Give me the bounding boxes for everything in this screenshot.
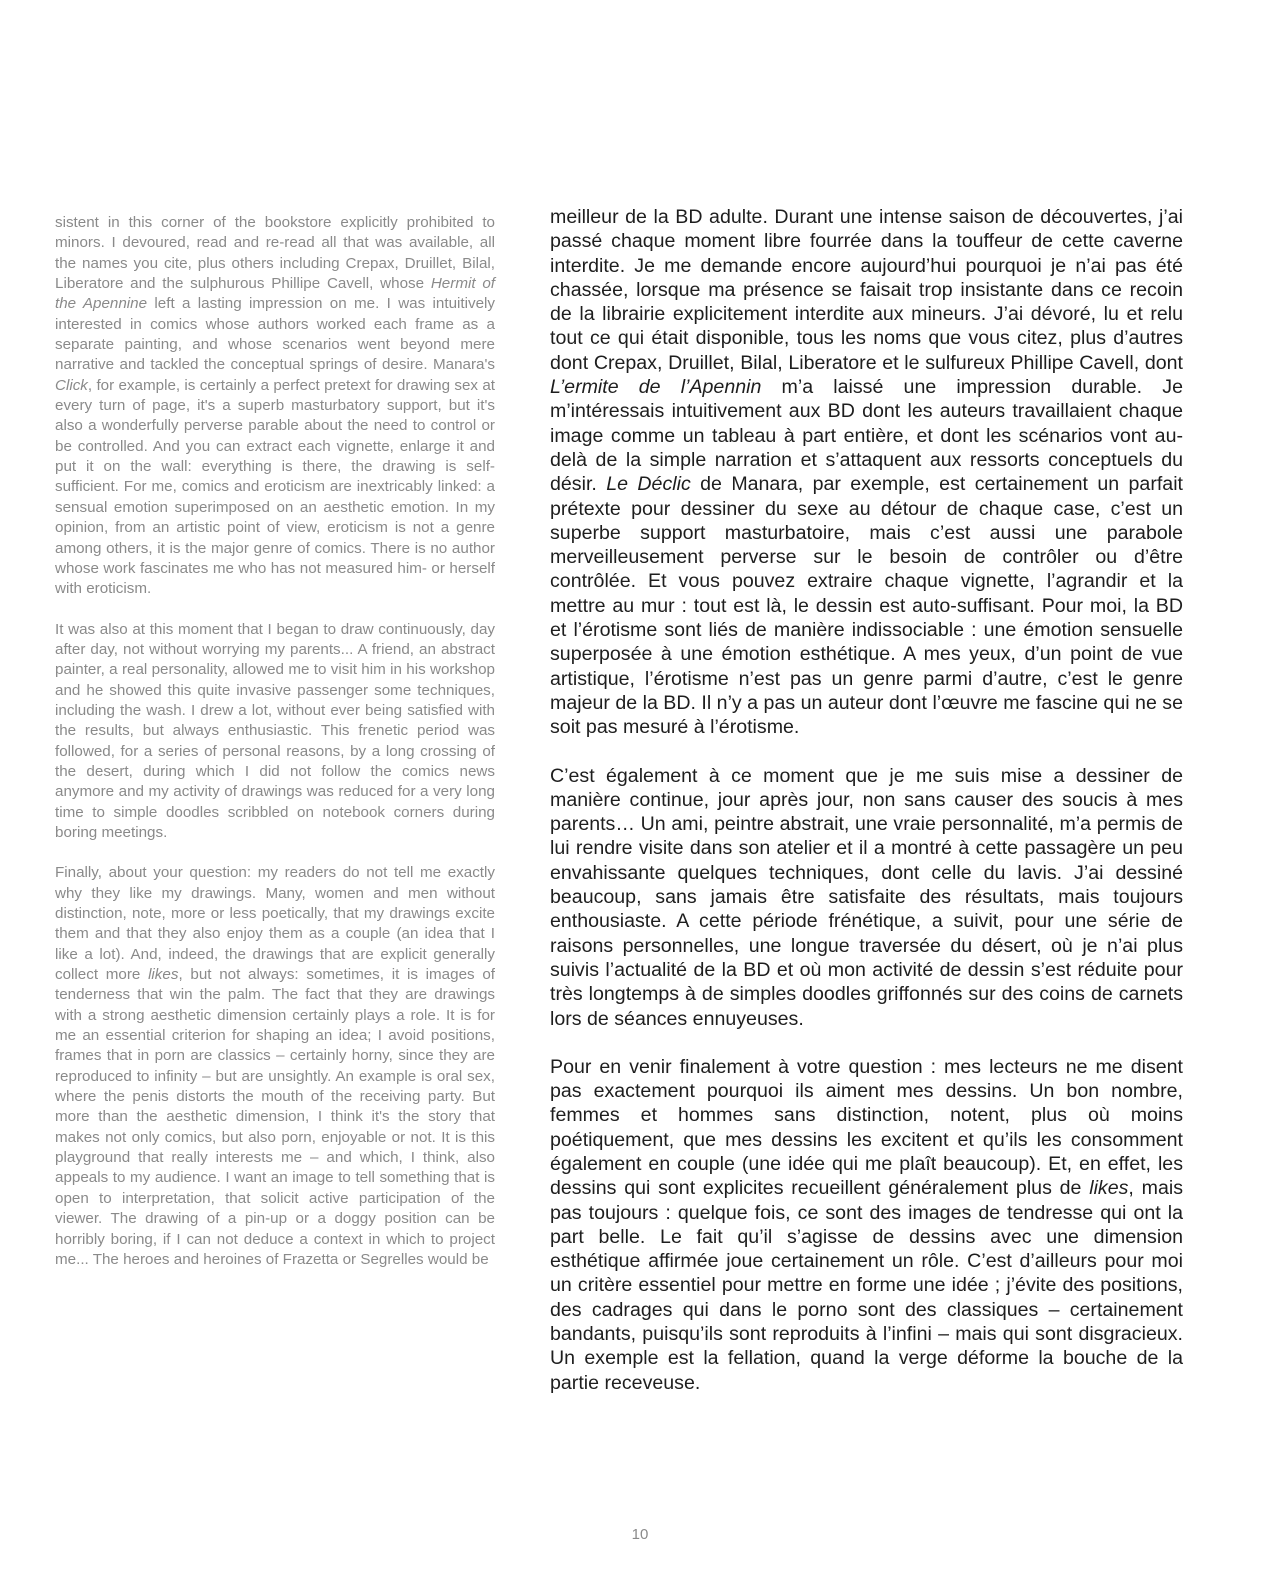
french-paragraph [550,205,1183,740]
book-title: Hermit of the Apennine [55,275,495,313]
text-run: m’a laissé une impression durable. Je m’intéressais intuitivement aux BD dont les auteurs travaillaient chaque image comme un tableau à part entière, et dont les scénarios vont au-delà de la simple narration et s’attaquent aux ressorts conceptuels du désir. [550,376,1183,496]
book-title: Le Déclic [606,473,691,496]
text-run: left a lasting impression on me. I was intuitively interested in comics whose authors worked each frame as a separate painting, and whose scenarios went beyond mere narrative and tackled the conceptual springs of desire. Manara's [55,295,496,374]
book-title: L’ermite de l’Apennin [550,376,762,399]
french-paragraph [550,1055,1183,1395]
text-run: sistent in this corner of the bookstore explicitly prohibited to minors. I devoured, read and re-read all that was available, all the names you cite, plus others including Crepax, Druillet, Bilal, Liberatore and the sulphurous Phillipe Cavell, whose [55,214,495,293]
english-column [55,213,495,1270]
text-run: Pour en venir finalement à votre question : mes lecteurs ne me disent pas exactement pourquoi ils aiment mes dessins. Un bon nombre, femmes et hommes sans distinction, notent, plus où moins poétiquement, que mes dessins les excitent et qu’ils les consomment également en couple (une idée qui me plaît beaucoup). Et, en effet, les dessins qui sont explicites recueillent généralement plus de [550,1055,1183,1200]
text-run: meilleur de la BD adulte. Durant une intense saison de découvertes, j’ai passé chaque moment libre fourrée dans la touffeur de cette caverne interdite. Je me demande encore aujourd’hui pourquoi je n’ai pas été chassée, lorsque ma présence se faisait trop insistante dans ce recoin de la librairie explicitement interdite aux mineurs. J’ai dévoré, lu et relu tout ce qui était disponible, tous les noms que vous citez, plus d’autres dont Crepax, Druillet, Bilal, Liberatore et le sulfureux Phillipe Cavell, dont [550,206,1183,374]
text-run: C’est également à ce moment que je me suis mise a dessiner de manière continue, jour après jour, non sans causer des soucis à mes parents… Un ami, peintre abstrait, une vraie personnalité, m’a permis de lui rendre visite dans son atelier et il a montré à cette passagère un peu envahissante quelques techniques, dont celle du lavis. J’ai dessiné beaucoup, sans jamais être satisfaite des résultats, mais toujours enthousiaste. A cette période frénétique, a suivit, pour une série de raisons personnelles, une longue traversée du désert, où je n’ai plus suivis l’actualité de la BD et où mon activité de dessin s’est réduite pour très longtemps à de simples doodles griffonnés sur des coins de carnets lors de séances ennuyeuses. [550,764,1183,1030]
text-run: It was also at this moment that I began to draw continuously, day after day, not without worrying my parents... A friend, an abstract painter, a real personality, allowed me to visit him in his workshop and he showed this quite invasive passenger some techniques, including the wash. I drew a lot, without ever being satisfied with the results, but always enthusiastic. This frenetic period was followed, for a series of personal reasons, by a long crossing of the desert, during which I did not follow the comics news anymore and my activity of drawings was reduced for a very long time to simple doodles scribbled on notebook corners during boring meetings. [55,620,495,841]
french-column [550,205,1183,1395]
english-paragraph [55,213,495,600]
text-run: , for example, is certainly a perfect pretext for drawing sex at every turn of page, it's a superb masturbatory support, but it's also a wonderfully perverse parable about the need to control or be controlled. And you can extract each vignette, enlarge it and put it on the wall: everything is there, the drawing is self-sufficient. For me, comics and eroticism are inextricably linked: a sensual emotion superimposed on an aesthetic emotion. In my opinion, from an artistic point of view, eroticism is not a genre among others, it is the major genre of comics. There is no author whose work fascinates me who has not measured him- or herself with eroticism. [55,376,495,598]
text-run: , but not always: sometimes, it is images of tenderness that win the palm. The fact that they are drawings with a strong aesthetic dimension certainly plays a role. It is for me an essential criterion for shaping an idea; I avoid positions, frames that in porn are classics – certainly horny, since they are reproduced to infinity – but are unsightly. An example is oral sex, where the penis distorts the mouth of the receiving party. But more than the aesthetic dimension, I think it's the story that makes not only comics, but also porn, enjoyable or not. It is this playground that really interests me – and which, I think, also appeals to my audience. I want an image to tell something that is open to interpretation, that solicit active participation of the viewer. The drawing of a pin-up or a doggy position can be horribly boring, if I can not deduce a context in which to project me... The heroes and heroines of Frazetta or Segrelles would be [55,966,495,1268]
emphasized-word: likes [148,966,179,984]
text-run: , mais pas toujours : quelque fois, ce sont des images de tendresse qui ont la part belle. Le fait qu’il s’agisse de dessins avec une dimension esthétique affirmée joue certainement un rôle. C’est d’ailleurs pour moi un critère essentiel pour mettre en forme une idée ; j’évite des positions, des cadrages qui dans le porno sont des classiques – certainement bandants, puisqu’ils sont reproduits à l’infini – mais qui sont disgracieux. Un exemple est la fellation, quand la verge déforme la bouche de la partie receveuse. [550,1177,1184,1394]
emphasized-word: likes [1089,1177,1129,1200]
french-paragraph [550,764,1183,1031]
english-paragraph [55,863,495,1270]
english-paragraph [55,620,495,844]
page-number: 10 [631,1526,649,1543]
text-run: de Manara, par exemple, est certainement un parfait prétexte pour dessiner du sexe au détour de chaque case, c’est un superbe support masturbatoire, mais c’est aussi une parabole merveilleusement perverse sur le besoin de contrôler ou d’être contrôlée. Et vous pouvez extraire chaque vignette, l’agrandir et la mettre au mur : tout est là, le dessin est auto-suffisant. Pour moi, la BD et l’érotisme sont liés de manière indissociable : une émotion sensuelle superposée à une émotion esthétique. A mes yeux, d’un point de vue artistique, l’érotisme n’est pas un genre parmi d’autre, c’est le genre majeur de la BD. Il n’y a pas un auteur dont l’œuvre me fascine qui ne se soit pas mesuré à l’érotisme. [550,473,1183,739]
text-run: Finally, about your question: my readers do not tell me exactly why they like my drawings. Many, women and men without distinction, note, more or less poetically, that my drawings excite them and that they also enjoy them as a couple (an idea that I like a lot). And, indeed, the drawings that are explicit generally collect more [55,864,495,984]
book-title: Click [55,376,88,394]
